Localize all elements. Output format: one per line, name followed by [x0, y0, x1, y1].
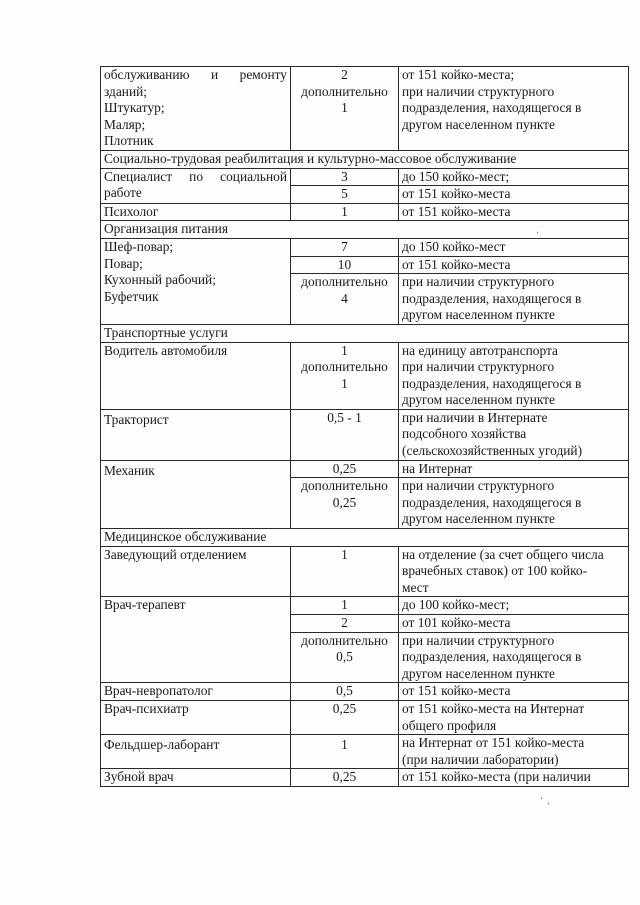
table-row	[101, 735, 629, 769]
note-text: при наличии структурного	[402, 359, 555, 375]
table-row	[101, 460, 629, 478]
note-text: при наличии структурного	[402, 632, 555, 648]
position-text: Специалист по социальной	[104, 168, 287, 184]
note-text: другом населенном пункте	[402, 511, 555, 527]
note-cell: от 151 койко-места	[399, 186, 629, 204]
note-text: при наличии структурного	[402, 274, 555, 290]
count-text: 1	[341, 375, 348, 391]
count-cell: 1	[291, 546, 399, 597]
count-text: 0,5	[336, 649, 353, 665]
count-cell: 1	[291, 203, 399, 221]
position-cell: Водитель автомобиля	[101, 342, 291, 409]
count-cell	[291, 274, 399, 325]
section-row	[101, 324, 629, 342]
note-cell: от 151 койко-места	[399, 256, 629, 274]
position-cell	[101, 67, 291, 151]
note-cell: от 151 койко-места	[399, 203, 629, 221]
note-cell	[399, 735, 629, 769]
table-row	[101, 168, 629, 186]
scan-artifact-mark: · ˎ	[540, 794, 552, 805]
note-cell	[399, 274, 629, 325]
section-heading: Медицинское обслуживание	[101, 529, 629, 547]
note-text: при наличии в Интернате	[402, 409, 548, 425]
note-text: при наличии структурного	[402, 478, 555, 494]
count-text: дополнительно	[301, 632, 388, 648]
note-text: подразделения, находящегося в	[402, 290, 582, 306]
section-heading: Социально-трудовая реабилитация и культурно-массовое обслуживание	[101, 150, 629, 168]
note-cell: от 151 койко-места	[399, 683, 629, 701]
section-row	[101, 221, 629, 239]
note-text: общего профиля	[402, 717, 497, 733]
position-text: работе	[104, 185, 142, 201]
position-text: Кухонный рабочий;	[104, 272, 216, 288]
note-text: (при наличии лаборатории)	[402, 751, 559, 767]
position-text: Повар;	[104, 255, 143, 271]
count-text: 1	[341, 737, 348, 753]
position-cell: Зубной врач	[101, 769, 291, 787]
note-cell	[399, 546, 629, 597]
staffing-table	[100, 66, 629, 787]
position-text: Тракторист	[104, 411, 169, 427]
note-text: подразделения, находящегося в	[402, 375, 582, 391]
position-cell: Врач-психиатр	[101, 700, 291, 734]
count-cell	[291, 342, 399, 409]
count-cell: 0,25	[291, 769, 399, 787]
count-cell: 0,25	[291, 460, 399, 478]
count-cell: 1	[291, 597, 399, 615]
position-text: Фельдшер-лаборант	[104, 737, 220, 753]
note-text: на отделение (за счет общего числа	[402, 546, 604, 562]
position-text: зданий;	[104, 83, 148, 99]
note-text: другом населенном пункте	[402, 116, 555, 132]
position-cell	[101, 460, 291, 528]
section-heading: Организация питания	[101, 221, 629, 239]
count-cell	[291, 67, 399, 151]
table-row	[101, 203, 629, 221]
note-text: на Интернат от 151 койко-места	[402, 735, 585, 751]
note-cell: до 100 койко-мест;	[399, 597, 629, 615]
count-cell	[291, 632, 399, 683]
count-text: 4	[341, 290, 348, 306]
table-row	[101, 769, 629, 787]
position-text: Шеф-повар;	[104, 238, 174, 254]
position-cell: Заведующий отделением	[101, 546, 291, 597]
count-cell: 5	[291, 186, 399, 204]
note-text: подразделения, находящегося в	[402, 494, 582, 510]
note-text: на единицу автотранспорта	[402, 342, 558, 358]
section-heading: Транспортные услуги	[101, 324, 629, 342]
count-text: дополнительно	[301, 83, 388, 99]
count-text: 2	[341, 67, 348, 82]
count-cell: 7	[291, 238, 399, 256]
section-row	[101, 150, 629, 168]
table-row	[101, 67, 629, 151]
note-text: другом населенном пункте	[402, 392, 555, 408]
note-cell	[399, 409, 629, 460]
note-cell: от 151 койко-места (при наличии	[399, 769, 629, 787]
position-text: Плотник	[104, 133, 154, 149]
note-cell: до 150 койко-мест	[399, 238, 629, 256]
scan-artifact-mark: ·	[536, 228, 540, 239]
count-text: дополнительно	[301, 478, 388, 494]
position-text: Механик	[104, 462, 155, 478]
position-cell	[101, 735, 291, 769]
count-text: 1	[341, 342, 348, 358]
position-cell: Врач-терапевт	[101, 597, 291, 683]
table-row	[101, 546, 629, 597]
note-text: другом населенном пункте	[402, 307, 555, 323]
table-row	[101, 683, 629, 701]
section-row	[101, 529, 629, 547]
position-text: Маляр;	[104, 116, 146, 132]
note-text: другом населенном пункте	[402, 665, 555, 681]
note-text: при наличии структурного	[402, 83, 555, 99]
position-cell	[101, 168, 291, 203]
count-text: 1	[341, 100, 348, 116]
count-text: 0,25	[332, 494, 357, 510]
count-text: дополнительно	[301, 359, 388, 375]
position-text: Штукатур;	[104, 100, 165, 116]
note-cell	[399, 342, 629, 409]
table-row	[101, 409, 629, 460]
count-cell: 0,5	[291, 683, 399, 701]
position-text: Буфетчик	[104, 288, 159, 304]
note-text: от 151 койко-места;	[402, 67, 515, 82]
count-cell: 2	[291, 615, 399, 633]
note-cell	[399, 67, 629, 151]
note-text: от 151 койко-места на Интернат	[402, 700, 585, 716]
table-row	[101, 597, 629, 615]
note-text: подразделения, находящегося в	[402, 649, 582, 665]
note-text: (сельскохозяйственных угодий)	[402, 443, 583, 459]
note-text: мест	[402, 579, 429, 595]
count-cell: 3	[291, 168, 399, 186]
count-text: дополнительно	[301, 274, 388, 290]
table-row	[101, 700, 629, 734]
table-row	[101, 238, 629, 256]
note-text: подсобного хозяйства	[402, 426, 527, 442]
position-cell	[101, 238, 291, 324]
note-cell: от 101 койко-места	[399, 615, 629, 633]
note-cell: на Интернат	[399, 460, 629, 478]
count-cell: 10	[291, 256, 399, 274]
note-text: подразделения, находящегося в	[402, 100, 582, 116]
position-text: обслуживанию и ремонту	[104, 67, 287, 82]
note-cell	[399, 700, 629, 734]
note-cell	[399, 632, 629, 683]
position-cell: Врач-невропатолог	[101, 683, 291, 701]
count-cell	[291, 735, 399, 769]
note-text: врачебных ставок) от 100 койко-	[402, 563, 588, 579]
table-row	[101, 342, 629, 409]
note-cell	[399, 478, 629, 529]
note-cell: до 150 койко-мест;	[399, 168, 629, 186]
count-cell: 0,25	[291, 700, 399, 734]
position-cell: Психолог	[101, 203, 291, 221]
count-cell: 0,5 - 1	[291, 409, 399, 460]
count-cell	[291, 478, 399, 529]
position-cell	[101, 409, 291, 460]
